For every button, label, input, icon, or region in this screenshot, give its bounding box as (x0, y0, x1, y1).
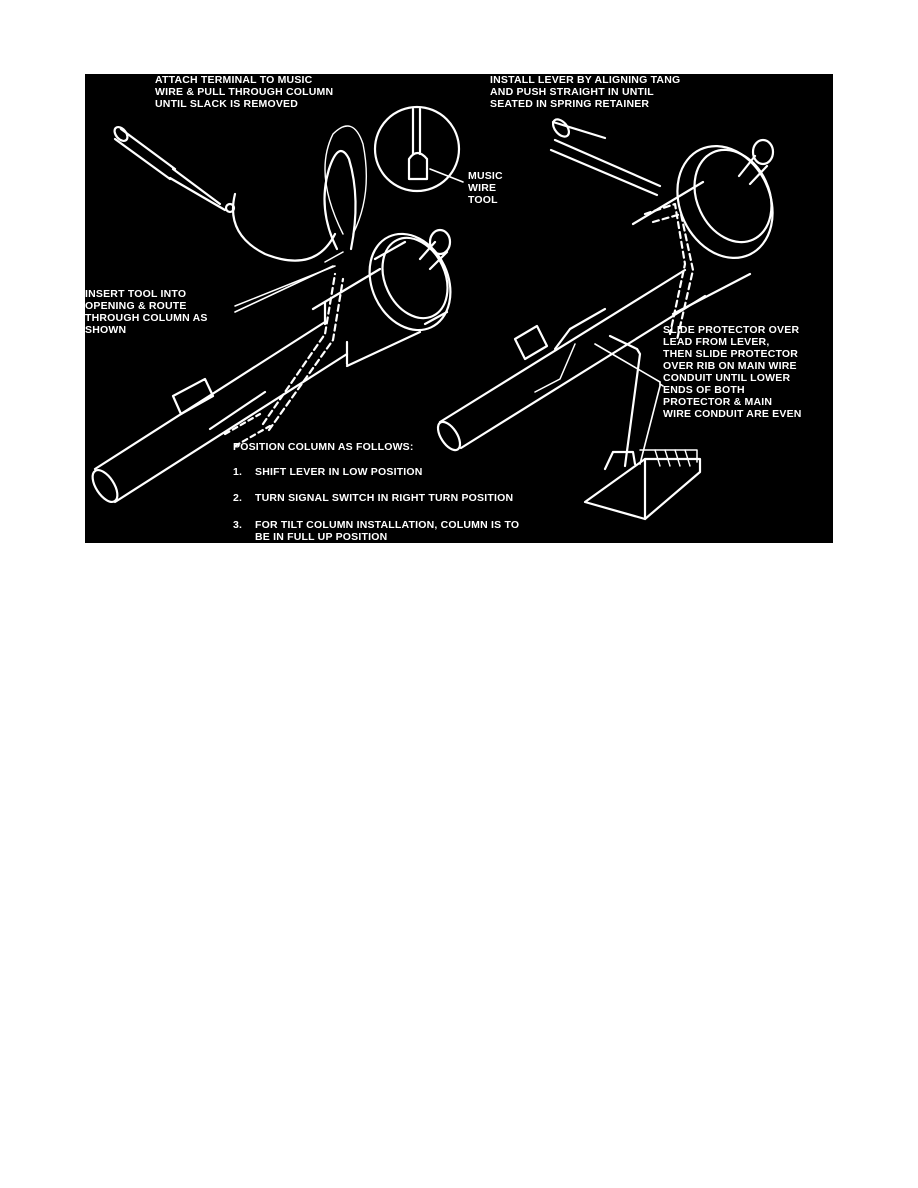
music-wire-tool-label: MUSIC WIRE TOOL (468, 170, 503, 206)
conduit-protector-detail (585, 450, 700, 519)
step-3: 3. FOR TILT COLUMN INSTALLATION, COLUMN IS TO BE IN FULL UP POSITION (233, 519, 520, 543)
install-lever-label: INSTALL LEVER BY ALIGNING TANG AND PUSH STRAIGHT IN UNTIL SEATED IN SPRING RETAINER (490, 74, 681, 110)
music-wire-tool-detail (375, 107, 463, 191)
step-1: 1. SHIFT LEVER IN LOW POSITION (233, 466, 423, 478)
slide-protector-label: SLIDE PROTECTOR OVER LEAD FROM LEVER, THEN SLIDE PROTECTOR OVER RIB ON MAIN WIRE CONDUIT UNTIL LOWER ENDS OF BOTH PROTECTOR & MAIN WIRE CONDUIT ARE EVEN (663, 324, 802, 420)
insert-tool-label: INSERT TOOL INTO OPENING & ROUTE THROUGH COLUMN AS SHOWN (85, 288, 208, 336)
attach-terminal-label: ATTACH TERMINAL TO MUSIC WIRE & PULL THROUGH COLUMN UNTIL SLACK IS REMOVED (155, 74, 334, 110)
leader-lines (235, 266, 663, 464)
position-column-heading: POSITION COLUMN AS FOLLOWS: (233, 441, 414, 453)
steering-column-illustration (85, 74, 833, 543)
step-2: 2. TURN SIGNAL SWITCH IN RIGHT TURN POSITION (233, 492, 514, 504)
